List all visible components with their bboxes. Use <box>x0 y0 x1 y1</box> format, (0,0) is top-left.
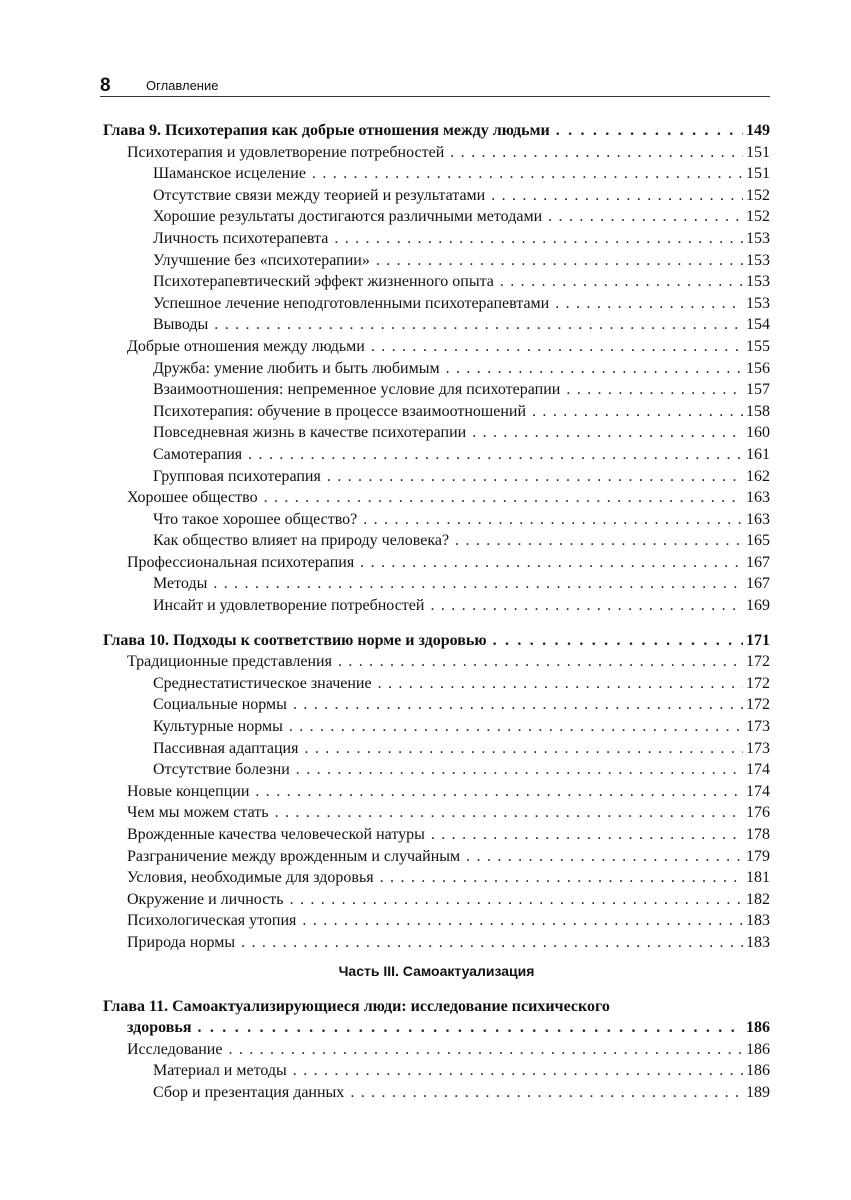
toc-entry-title: Профессиональная психотерапия <box>127 553 355 571</box>
dot-leader <box>304 738 743 760</box>
dot-leader <box>241 932 743 954</box>
toc-entry-title: Что такое хорошее общество? <box>153 510 358 528</box>
toc-entry-page: 186 <box>746 1019 770 1037</box>
dot-leader <box>350 1082 743 1104</box>
toc-entry <box>103 314 770 336</box>
toc-entry-page: 167 <box>746 553 770 571</box>
toc-entry-page: 183 <box>746 933 770 951</box>
dot-leader <box>556 120 743 142</box>
toc-entry <box>103 802 770 824</box>
dot-leader <box>198 1017 744 1039</box>
page-number: 8 <box>100 75 111 96</box>
dot-leader <box>312 163 743 185</box>
toc-entry-title: Как общество влияет на природу человека? <box>153 532 450 550</box>
toc-entry-page: 153 <box>746 294 770 312</box>
toc-entry-title: Чем мы можем стать <box>127 804 269 822</box>
toc-entry-title: Сбор и презентация данных <box>153 1083 345 1101</box>
toc-entry <box>103 358 770 380</box>
dot-leader <box>334 228 743 250</box>
toc-entry-page: 173 <box>746 739 770 757</box>
dot-leader <box>289 716 743 738</box>
toc-entry-title: Хорошие результаты достигаются различными методами <box>153 208 543 226</box>
dot-leader <box>338 651 743 673</box>
dot-leader <box>446 358 743 380</box>
dot-leader <box>275 802 743 824</box>
toc-entry-title: здоровья <box>127 1019 192 1037</box>
toc-entry-title: Окружение и личность <box>127 890 284 908</box>
toc-entry <box>103 846 770 868</box>
toc-entry-title: Разграничение между врожденным и случайным <box>127 847 461 865</box>
toc-entry <box>103 401 770 423</box>
toc-entry <box>103 466 770 488</box>
dot-leader <box>293 1060 743 1082</box>
toc-entry <box>103 444 770 466</box>
toc-entry <box>103 163 770 185</box>
toc-entry <box>103 694 770 716</box>
running-head <box>100 76 770 97</box>
dot-leader <box>293 694 743 716</box>
toc-entry-title: Культурные нормы <box>153 718 283 736</box>
toc-entry-title: Глава 9. Психотерапия как добрые отношения между людьми <box>103 122 550 139</box>
toc-entry-page: 181 <box>746 869 770 887</box>
toc-entry-page: 189 <box>746 1083 770 1101</box>
toc-entry-page: 160 <box>746 424 770 442</box>
toc-entry-page: 151 <box>746 143 770 161</box>
dot-leader <box>214 314 743 336</box>
toc-entry <box>103 293 770 315</box>
toc-entry-title: Инсайт и удовлетворение потребностей <box>153 597 425 615</box>
toc-entry-title: Улучшение без «психотерапии» <box>153 251 370 269</box>
toc-entry-title: Новые концепции <box>127 782 250 800</box>
toc-entry-page: 186 <box>746 1062 770 1080</box>
toc-entry-page: 163 <box>746 510 770 528</box>
toc-chapter-9 <box>103 120 770 142</box>
toc-chapter-10 <box>103 630 770 652</box>
dot-leader <box>466 846 743 868</box>
toc-entry-title: Психотерапевтический эффект жизненного опыта <box>153 273 494 291</box>
toc-entry-page: 157 <box>746 381 770 399</box>
toc-entry-title: Условия, необходимые для здоровья <box>127 869 374 887</box>
dot-leader <box>380 867 743 889</box>
dot-leader <box>450 142 743 164</box>
toc-entry-title: Врожденные качества человеческой натуры <box>127 826 425 843</box>
dot-leader <box>360 552 743 574</box>
toc-entry-page: 152 <box>746 208 770 226</box>
toc-entry-page: 167 <box>746 575 770 593</box>
toc-entry <box>103 910 770 932</box>
toc-entry-page: 153 <box>746 251 770 269</box>
toc-entry-page: 165 <box>746 532 770 550</box>
toc-entry-title: Добрые отношения между людьми <box>127 337 365 355</box>
toc-entry-page: 173 <box>746 718 770 736</box>
dot-leader <box>248 444 743 466</box>
toc-entry-page: 174 <box>746 782 770 800</box>
toc-entry-page: 161 <box>746 445 770 463</box>
toc-entry-page: 174 <box>746 761 770 779</box>
toc-entry-title: Хорошее общество <box>127 489 258 507</box>
dot-leader <box>566 379 743 401</box>
dot-leader <box>455 530 743 552</box>
toc-entry <box>103 651 770 673</box>
toc-entry <box>103 867 770 889</box>
toc-entry-page: 169 <box>746 597 770 615</box>
toc-entry-title: Шаманское исцеление <box>153 165 306 183</box>
toc-entry <box>103 271 770 293</box>
toc-entry <box>103 250 770 272</box>
dot-leader <box>548 206 743 228</box>
dot-leader <box>500 271 743 293</box>
toc-entry-page: 171 <box>746 631 770 649</box>
toc-entry <box>103 889 770 911</box>
toc-entry <box>103 142 770 164</box>
dot-leader <box>472 422 743 444</box>
dot-leader <box>376 250 743 272</box>
dot-leader <box>363 509 743 531</box>
toc-entry-title: Традиционные представления <box>127 653 332 671</box>
dot-leader <box>296 759 743 781</box>
toc-entry-title: Психологическая утопия <box>127 912 297 930</box>
toc-entry <box>103 1039 770 1061</box>
toc-entry-page: 158 <box>746 402 770 420</box>
toc-entry-title: Социальные нормы <box>153 696 287 714</box>
dot-leader <box>493 630 743 652</box>
toc-entry-title: Среднестатистическое значение <box>153 674 372 692</box>
toc-entry <box>103 336 770 358</box>
toc-entry-page: 183 <box>746 912 770 930</box>
dot-leader <box>430 595 743 617</box>
toc-entry <box>103 379 770 401</box>
toc-entry-page: 153 <box>746 229 770 247</box>
toc-entry-page: 162 <box>746 467 770 485</box>
toc-entry-title: Отсутствие связи между теорией и результатами <box>153 186 486 204</box>
toc-entry-title: Самотерапия <box>153 445 243 463</box>
toc-entry-title: Дружба: умение любить и быть любимым <box>153 359 440 377</box>
table-of-contents <box>103 120 770 1104</box>
dot-leader <box>555 293 743 315</box>
toc-entry-title: Методы <box>153 575 208 593</box>
toc-entry-page: 179 <box>746 847 770 865</box>
toc-entry <box>103 509 770 531</box>
toc-entry <box>103 759 770 781</box>
toc-entry-page: 172 <box>746 653 770 671</box>
dot-leader <box>213 573 743 595</box>
toc-entry <box>103 487 770 509</box>
dot-leader <box>371 336 743 358</box>
dot-leader <box>290 889 743 911</box>
toc-entry-page: 149 <box>746 122 770 139</box>
dot-leader <box>228 1039 743 1061</box>
dot-leader <box>264 487 743 509</box>
dot-leader <box>255 781 743 803</box>
toc-entry-title: Исследование <box>127 1040 223 1058</box>
toc-entry-page: 156 <box>746 359 770 377</box>
toc-entry-page: 152 <box>746 186 770 204</box>
toc-entry <box>103 1060 770 1082</box>
section-gap <box>103 617 770 630</box>
toc-entry <box>103 228 770 250</box>
dot-leader <box>431 824 743 846</box>
toc-entry-page: 178 <box>746 826 770 843</box>
toc-entry-title: Личность психотерапевта <box>153 229 329 247</box>
part-heading: Часть III. Самоактуализация <box>338 962 535 979</box>
toc-entry-title: Глава 10. Подходы к соответствию норме и здоровью <box>103 631 487 649</box>
toc-entry-page: 153 <box>746 273 770 291</box>
toc-entry <box>103 206 770 228</box>
toc-entry <box>103 185 770 207</box>
toc-entry-title: Повседневная жизнь в качестве психотерапии <box>153 424 467 442</box>
toc-entry <box>103 716 770 738</box>
toc-entry <box>103 932 770 954</box>
toc-entry-title: Психотерапия: обучение в процессе взаимоотношений <box>153 402 527 420</box>
toc-chapter-11 <box>103 1017 770 1039</box>
toc-entry-title: Природа нормы <box>127 933 236 951</box>
toc-entry <box>103 824 770 846</box>
toc-entry-page: 155 <box>746 337 770 355</box>
toc-entry-title: Успешное лечение неподготовленными психотерапевтами <box>153 294 550 312</box>
toc-entry-page: 172 <box>746 674 770 692</box>
toc-entry-page: 172 <box>746 696 770 714</box>
toc-entry <box>103 530 770 552</box>
dot-leader <box>532 401 743 423</box>
dot-leader <box>378 673 743 695</box>
toc-entry-title: Пассивная адаптация <box>153 739 299 757</box>
toc-entry-page: 176 <box>746 804 770 822</box>
toc-entry <box>103 781 770 803</box>
toc-entry <box>103 552 770 574</box>
dot-leader <box>491 185 743 207</box>
toc-entry-title: Отсутствие болезни <box>153 761 290 779</box>
toc-entry-page: 151 <box>746 165 770 183</box>
toc-entry <box>103 1082 770 1104</box>
dot-leader <box>327 466 743 488</box>
toc-chapter-11-title: Глава 11. Самоактуализирующиеся люди: исследование психического <box>103 997 610 1015</box>
toc-entry <box>103 422 770 444</box>
toc-entry <box>103 595 770 617</box>
toc-entry <box>103 573 770 595</box>
toc-entry <box>103 738 770 760</box>
dot-leader <box>302 910 743 932</box>
toc-entry-title: Взаимоотношения: непременное условие для психотерапии <box>153 381 561 399</box>
toc-entry-title: Групповая психотерапия <box>153 467 321 485</box>
toc-entry-page: 182 <box>746 890 770 908</box>
toc-entry-page: 154 <box>746 316 770 334</box>
toc-entry-title: Психотерапия и удовлетворение потребностей <box>127 143 445 161</box>
running-title: Оглавление <box>146 78 219 93</box>
toc-entry-title: Материал и методы <box>153 1062 287 1080</box>
toc-entry <box>103 673 770 695</box>
toc-entry-title: Выводы <box>153 316 209 334</box>
toc-entry-page: 163 <box>746 489 770 507</box>
toc-entry-page: 186 <box>746 1040 770 1058</box>
